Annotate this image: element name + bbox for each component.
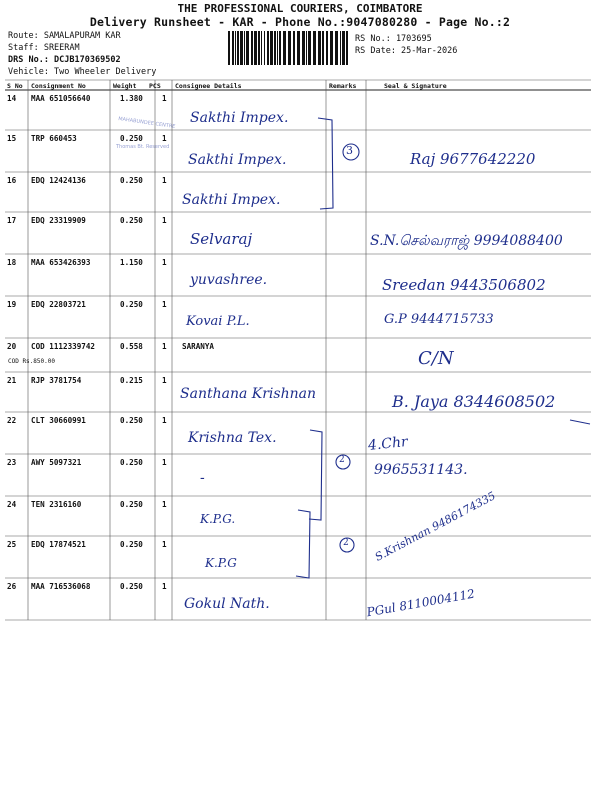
row-sno: 23 bbox=[7, 458, 17, 467]
barcode-bar bbox=[318, 31, 321, 65]
row-weight: 1.150 bbox=[120, 258, 143, 267]
barcode-bar bbox=[288, 31, 291, 65]
barcode-bar bbox=[267, 31, 269, 65]
barcode-bar bbox=[237, 31, 239, 65]
barcode-bar bbox=[322, 31, 324, 65]
col-consignee: Consignee Details bbox=[175, 82, 242, 90]
barcode-bar bbox=[346, 31, 348, 65]
row-consignee-handwritten: Sakthi Impex. bbox=[188, 152, 287, 168]
row-pcs: 1 bbox=[162, 342, 167, 351]
row-sno: 14 bbox=[7, 94, 17, 103]
barcode-bar bbox=[283, 31, 286, 65]
row-consignment: MAA 653426393 bbox=[31, 258, 91, 267]
row-signature: PGul 8110004112 bbox=[365, 586, 476, 620]
row-pcs: 1 bbox=[162, 458, 167, 467]
barcode-bar bbox=[297, 31, 300, 65]
row-consignee-handwritten: - bbox=[200, 470, 205, 486]
row-consignee-handwritten: yuvashree. bbox=[190, 272, 268, 288]
row-consignment: EDQ 23319909 bbox=[31, 216, 86, 225]
row-consignment: MAA 651056640 bbox=[31, 94, 91, 103]
stamp-row15: Thomas Bt. Reserved bbox=[116, 144, 170, 150]
row-pcs: 1 bbox=[162, 258, 167, 267]
barcode-bar bbox=[306, 31, 307, 65]
barcode-bar bbox=[279, 31, 281, 65]
row-consignment: RJP 3781754 bbox=[31, 376, 82, 385]
row-pcs: 1 bbox=[162, 376, 167, 385]
barcode-bar bbox=[274, 31, 276, 65]
barcode-bar bbox=[293, 31, 295, 65]
row-weight: 1.380 bbox=[120, 94, 143, 103]
row-pcs: 1 bbox=[162, 500, 167, 509]
rs-no: RS No.: 1703695 bbox=[355, 34, 432, 44]
barcode-icon bbox=[228, 31, 350, 65]
row-weight: 0.215 bbox=[120, 376, 143, 385]
barcode-bar bbox=[232, 31, 234, 65]
barcode-bar bbox=[330, 31, 333, 65]
row-signature: B. Jaya 8344608502 bbox=[392, 392, 556, 411]
row-consignment: EDQ 12424136 bbox=[31, 176, 86, 185]
row-sno: 24 bbox=[7, 500, 17, 509]
row-weight: 0.250 bbox=[120, 500, 143, 509]
row-sno: 19 bbox=[7, 300, 17, 309]
row-pcs: 1 bbox=[162, 416, 167, 425]
row-signature: Raj 9677642220 bbox=[410, 150, 536, 168]
row-weight: 0.250 bbox=[120, 416, 143, 425]
barcode-bar bbox=[326, 31, 328, 65]
row-consignee-handwritten: Santhana Krishnan bbox=[180, 386, 316, 402]
row-consignee-handwritten: Krishna Tex. bbox=[188, 430, 277, 446]
row-pcs: 1 bbox=[162, 540, 167, 549]
barcode-bar bbox=[264, 31, 265, 65]
row-signature: 4.Chr bbox=[367, 433, 409, 455]
remark-count-1: 3 bbox=[346, 144, 353, 157]
row-weight: 0.250 bbox=[120, 300, 143, 309]
row-consignment: MAA 716536068 bbox=[31, 582, 91, 591]
barcode-bar bbox=[340, 31, 341, 65]
row-cod-note: COD Rs.850.00 bbox=[8, 358, 55, 365]
row-consignee-handwritten: K.P.G bbox=[205, 556, 237, 570]
row-sno: 26 bbox=[7, 582, 17, 591]
row-consignee-handwritten: Sakthi Impex. bbox=[190, 110, 289, 126]
row-consignment: TEN 2316160 bbox=[31, 500, 82, 509]
stamp-row14: MAHABUNDEE CENTRE bbox=[117, 116, 176, 130]
row-sno: 22 bbox=[7, 416, 17, 425]
barcode-bar bbox=[302, 31, 305, 65]
staff-label: Staff: SREERAM bbox=[8, 43, 80, 53]
row-weight: 0.250 bbox=[120, 134, 143, 143]
row-pcs: 1 bbox=[162, 582, 167, 591]
col-seal: Seal & Signature bbox=[384, 82, 447, 90]
row-weight: 0.250 bbox=[120, 176, 143, 185]
barcode-bar bbox=[228, 31, 230, 65]
row-signature: S.Krishnan 9486174335 bbox=[372, 489, 498, 564]
row-sno: 20 bbox=[7, 342, 17, 351]
barcode-bar bbox=[342, 31, 345, 65]
row-weight: 0.250 bbox=[120, 216, 143, 225]
row-consignment: EDQ 22803721 bbox=[31, 300, 86, 309]
barcode-bar bbox=[240, 31, 243, 65]
row-signature: S.N.செல்வராஜ் 9994088400 bbox=[370, 233, 563, 249]
barcode-bar bbox=[258, 31, 260, 65]
rs-date: RS Date: 25-Mar-2026 bbox=[355, 46, 458, 56]
route-label: Route: SAMALAPURAM KAR bbox=[8, 31, 121, 41]
row-consignee-handwritten: Sakthi Impex. bbox=[182, 192, 281, 208]
runsheet-title: Delivery Runsheet - KAR - Phone No.:9047080280 - Page No.:2 bbox=[89, 15, 511, 29]
row-consignment: COD 1112339742 bbox=[31, 342, 96, 351]
col-remarks: Remarks bbox=[329, 82, 357, 90]
row-sno: 17 bbox=[7, 216, 17, 225]
barcode-bar bbox=[251, 31, 253, 65]
barcode-bar bbox=[308, 31, 311, 65]
barcode-bar bbox=[270, 31, 273, 65]
row-weight: 0.250 bbox=[120, 540, 143, 549]
row-consignee-handwritten: Gokul Nath. bbox=[184, 596, 270, 612]
row-weight: 0.250 bbox=[120, 458, 143, 467]
barcode-bar bbox=[313, 31, 316, 65]
row-consignee: SARANYA bbox=[182, 342, 215, 351]
row-consignment: EDQ 17874521 bbox=[31, 540, 86, 549]
barcode-bar bbox=[261, 31, 262, 65]
row-consignment: TRP 660453 bbox=[31, 134, 77, 143]
row-consignee-handwritten: Selvaraj bbox=[190, 230, 253, 248]
row-pcs: 1 bbox=[162, 176, 167, 185]
col-weight: Weight bbox=[113, 82, 137, 90]
barcode-bar bbox=[235, 31, 236, 65]
remark-count-3: 2 bbox=[343, 538, 349, 548]
row-consignment: AWY 5097321 bbox=[31, 458, 82, 467]
row-signature: C/N bbox=[418, 348, 454, 369]
row-pcs: 1 bbox=[162, 300, 167, 309]
company-title: THE PROFESSIONAL COURIERS, COIMBATORE bbox=[177, 2, 423, 15]
row-consignment: CLT 30660991 bbox=[31, 416, 86, 425]
remark-count-2: 2 bbox=[339, 455, 345, 465]
row-sno: 18 bbox=[7, 258, 17, 267]
row-consignee-handwritten: K.P.G. bbox=[200, 512, 236, 526]
row-signature: G.P 9444715733 bbox=[384, 312, 494, 327]
row-sno: 15 bbox=[7, 134, 17, 143]
col-pcs: PCS bbox=[149, 82, 161, 90]
barcode-bar bbox=[244, 31, 245, 65]
barcode-bar bbox=[246, 31, 249, 65]
row-sno: 16 bbox=[7, 176, 17, 185]
row-sno: 21 bbox=[7, 376, 17, 385]
row-sno: 25 bbox=[7, 540, 17, 549]
row-pcs: 1 bbox=[162, 94, 167, 103]
row-signature: Sreedan 9443506802 bbox=[382, 276, 546, 294]
barcode-bar bbox=[277, 31, 278, 65]
barcode-bar bbox=[335, 31, 338, 65]
col-consignment: Consignment No bbox=[31, 82, 86, 90]
row-weight: 0.250 bbox=[120, 582, 143, 591]
drs-label: DRS No.: DCJB170369502 bbox=[8, 55, 121, 65]
row-consignee-handwritten: Kovai P.L. bbox=[186, 314, 250, 329]
col-sno: S No bbox=[7, 82, 23, 90]
row-pcs: 1 bbox=[162, 216, 167, 225]
row-weight: 0.558 bbox=[120, 342, 143, 351]
vehicle-label: Vehicle: Two Wheeler Delivery bbox=[8, 67, 157, 77]
row-pcs: 1 bbox=[162, 134, 167, 143]
row-signature: 9965531143. bbox=[374, 462, 468, 478]
barcode-bar bbox=[254, 31, 257, 65]
